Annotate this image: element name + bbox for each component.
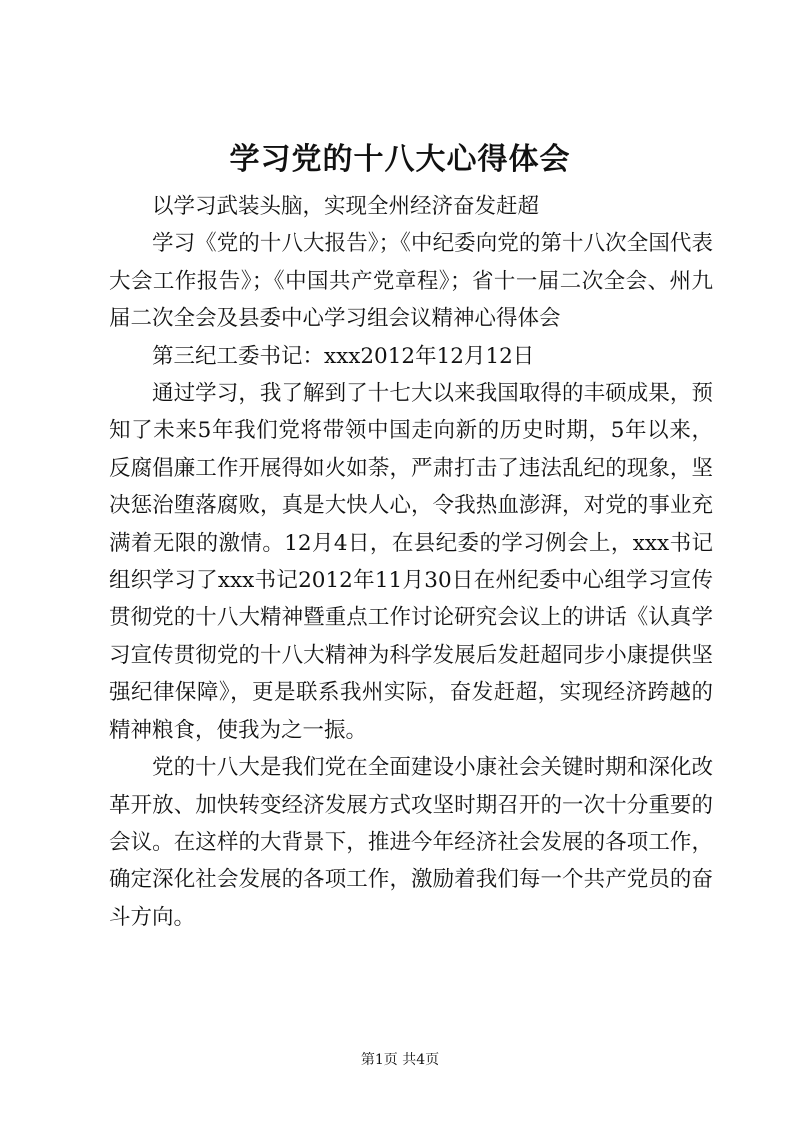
document-title: 学习党的十八大心得体会 xyxy=(229,142,571,177)
paragraph-subtitle: 以学习武装头脑，实现全州经济奋发赶超 xyxy=(152,194,540,219)
paragraph-main-1: 通过学习，我了解到了十七大以来我国取得的丰硕成果，预知了未来5年我们党将带领中国走向新的历史时期，5年以来，反腐倡廉工作开展得如火如荼，严肃打击了违法乱纪的现象，坚决惩治堕落腐败，真是大快人心，令我热血澎湃，对党的事业充满着无限的激情。12月4日，在县纪委的学习例会上，xxx书记组织学习了xxx书记2012年11月30日在州纪委中心组学习宣传贯彻党的十八大精神暨重点工作讨论研究会议上的讲话《认真学习宣传贯彻党的十八大精神为科学发展后发赶超同步小康提供坚强纪律保障》，更是联系我州实际，奋发赶超，实现经济跨越的精神粮食，使我为之一振。 xyxy=(109,381,713,743)
page-footer: 第1页 共4页 xyxy=(360,1052,440,1068)
document-body xyxy=(109,188,713,936)
paragraph-author-date: 第三纪工委书记：xxx2012年12月12日 xyxy=(152,343,535,369)
paragraph-main-2: 党的十八大是我们党在全面建设小康社会关键时期和深化改革开放、加快转变经济发展方式攻坚时期召开的一次十分重要的会议。在这样的大背景下，推进今年经济社会发展的各项工作，确定深化社会发展的各项工作，激励着我们每一个共产党员的奋斗方向。 xyxy=(109,755,713,930)
paragraph-study-materials: 学习《党的十八大报告》；《中纪委向党的第十八次全国代表大会工作报告》；《中国共产党章程》；省十一届二次全会、州九届二次全会及县委中心学习组会议精神心得体会 xyxy=(109,231,713,332)
